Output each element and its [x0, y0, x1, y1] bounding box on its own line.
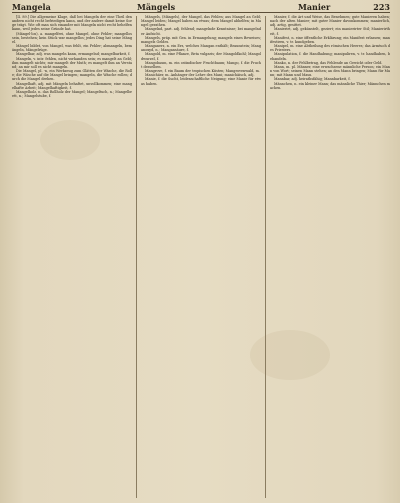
running-header [12, 2, 390, 16]
entry-paragraph: Mangold, m. eine Pflanze, Beta vulgaris; der Mangoldkohl; Mangoldwurzel, f. [141, 52, 261, 61]
entry-paragraph: Manko, n. der Fehlbetrag, das Fehlende an Gewicht oder Geld. [274, 60, 383, 65]
entry-paragraph: Manipel, m. eine Abtheilung des römischen Heeres; das Armtuch des Priesters. [270, 44, 390, 53]
entry-paragraph: Manierirt, adj. gekünstelt, geziert; ein manierirter Stil; Manierirtheit, f. [270, 27, 390, 36]
entry-paragraph: Manichäer, m. Anhänger der Lehre des Mani; manichäisch, adj. [145, 73, 255, 78]
entry-paragraph: Mangelholz, n. das Rollholz der Mangel; Mangeltuch, n.; Mangelbrett, n.; Mangelstube, f. [12, 89, 132, 98]
entry-paragraph: Manifest, n. eine öffentliche Erklärung; ein Manifest erlassen; manifestiren, v. tr. kundgeben. [270, 35, 390, 44]
header-right-word: Manier [298, 2, 331, 12]
entry-paragraph: Manipulation, f. die Handhabung; manipuliren, v. tr. handhaben, behandeln. [270, 52, 390, 61]
entry-paragraph: Mangelnd, part. adj. fehlend; mangelnde Kenntnisse; bei mangelnder Aufsicht. [141, 27, 261, 36]
page-number: 223 [373, 2, 390, 12]
entry-paragraph: Manie, f. die Sucht, leidenschaftliche Neigung; eine Manie für etwas haben. [141, 77, 261, 86]
entry-paragraph: Mann, m. pl. Männer, eine erwachsene männliche Person; ein Mann von Wort; seinen Mann stehen; an den Mann bringen; Mann für Mann; mit Mann und Maus. [270, 64, 390, 78]
column-2 [141, 15, 261, 499]
entry-paragraph: Die Mangel, pl. -n, ein Werkzeug zum Glätten der Wäsche, die Rolle; die Wäsche auf die Mangel bringen; mangeln, die Wäsche rollen; durch die Mangel drehen. [12, 69, 132, 82]
entry-paragraph: Mängels, (Mängels), der Mangel, das Fehlen; aus Mangel an Geld; Mangel leiden; Mangel haben an etwas; dem Mangel abhelfen; in Mangel gerathen. [141, 15, 261, 28]
text-columns [12, 15, 390, 499]
header-middle-word: Mängels [137, 2, 176, 12]
entry-paragraph: Mangobaum, m. ein ostindischer Fruchtbaum; Mango, f. die Frucht desselben. [141, 60, 261, 69]
entry-paragraph: Mannbar, adj. heirathsfähig; Mannbarkeit, f. [274, 77, 351, 82]
entry-paragraph: Mangeln, v. intr. fehlen, nicht vorhanden sein; es mangelt an Geld; ihm mangelt nichts; mir mangelt der Muth; es mangelt ihm an Verstand; an mir soll es nicht mangeln. [12, 56, 132, 69]
entry-paragraph: Mängel bildet, von Mangel, was fehlt, ein Fehler; abmangeln, bemängeln, Mängelrüge. [12, 44, 132, 53]
entry-paragraph: Mangelbar, adj. was mangeln kann, ermangelnd; mangelbarkeit, f. [16, 52, 131, 57]
header-left-word: Mangela [12, 2, 51, 12]
column-divider [136, 16, 137, 498]
entry-paragraph: Männchen, n. ein kleiner Mann; das männliche Thier; Männchen machen. [270, 81, 390, 90]
entry-paragraph: Mangrove, f. ein Baum der tropischen Küsten; Mangrovenwald, m. [145, 69, 260, 74]
entry-paragraph: [II. 89.] Die allgemeine Klage, daß bei Mangeln der eine Theil den andern nicht recht befriedigen kann, und der andere damit keine Sorge trägt. Wie oft man sich einander mit Mangeln nicht recht behelfen kann, weil jedes seine Gründe hat. [12, 15, 132, 32]
entry-paragraph: Manganerz, n. ein Erz, welches Mangan enthält; Braunstein; Manganoxyd, n.; Mangansäure, f. [141, 44, 261, 53]
entry-paragraph: Mangels, präp. mit Gen. in Ermangelung; mangels eines Beweises; mangels Geldes. [141, 35, 261, 44]
column-3 [270, 15, 390, 499]
column-divider [265, 16, 266, 498]
entry-paragraph: Manier, f. die Art und Weise, das Benehmen; gute Manieren haben; nach der alten Manier; mit guter Manier davonkommen; manierlich, adj. artig, gesittet. [270, 15, 390, 28]
header-rule [12, 12, 390, 13]
entry-paragraph: Mangelhaft, adj. mit Mängeln behaftet, unvollkommen; eine mangelhafte Arbeit; Mangelhaftigkeit, f. [12, 81, 132, 90]
column-1 [12, 15, 132, 499]
entry-paragraph: (Mängel-los), a. mangelfrei, ohne Mangel, ohne Fehler; mangellos sein, bestehen; kein Stück war mangellos; jedes Ding hat seine Mängel. [12, 31, 132, 44]
